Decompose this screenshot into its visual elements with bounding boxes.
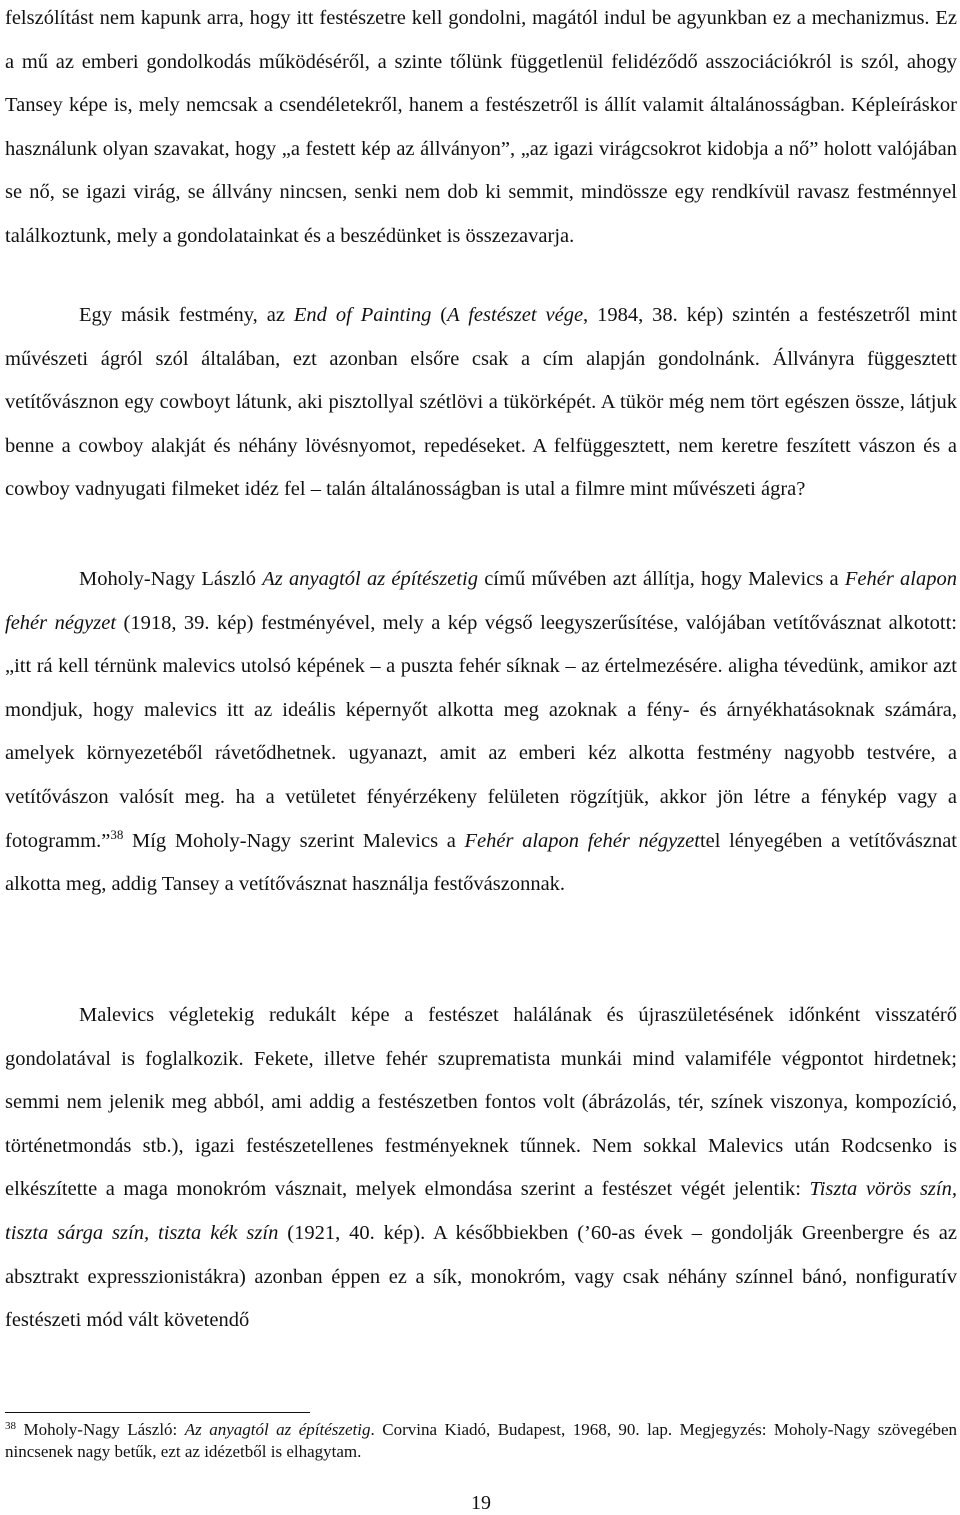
text-run: Malevics végletekig redukált képe a festészet halálának és újraszületésének időnként visszatérő gondolatával is foglalkozik. Fekete, illetve fehér szuprematista munkái mind valamiféle végpontot hirdetnek; semmi nem jelenik meg abból, ami addig a festészetben fontos volt (ábrázolás, tér, színek viszonya, kompozíció, történetmondás stb.), igazi festészetellenes festményeknek tűnnek. Nem sokkal Malevics után Rodcsenko is elkészítette a maga monokróm vásznait, melyek elmondása szerint a festészet végét jelentik: [5, 1004, 957, 1201]
footnote-reference: 38 [5, 1420, 16, 1432]
text-run: . Corvina Kiadó, Budapest, 1968, 90. lap. Megjegyzés: Moholy-Nagy szövegében nincsenek nagy betűk, ezt az idézetből is elhagytam. [5, 1420, 957, 1461]
text-run: Moholy-Nagy László: [16, 1420, 185, 1439]
italic-title: End of Painting [293, 304, 432, 326]
text-run: (1918, 39. kép) festményével, mely a kép végső leegyszerűsítése, valójában vetítővásznat alkotott: „itt rá kell térnünk malevics utolsó képének – a puszta fehér síknak – az értelmezésére. aligha tévedünk, amikor azt mondjuk, hogy malevics itt az ideális képernyőt alkotta meg azoknak a fény- és árnyékhatásoknak számára, amelyek környezetéből rávetődhetnek. ugyanazt, amit az emberi kéz alkotta festmény nagyobb testvére, a vetítővászon valósít meg. ha a vetületet fényérzékeny felületen rögzítjük, akkor jön létre a fénykép vagy a fotogramm.” [5, 611, 957, 852]
paragraph-1 [5, 0, 957, 259]
italic-title: Az anyagtól az építészetig [262, 568, 478, 590]
italic-title: A festészet vége [447, 304, 584, 326]
text-run: tel lényegében a vetítővásznat alkotta meg, addig Tansey a vetítővásznat használja festővászonnak. [5, 829, 957, 896]
italic-title: Tiszta vörös szín, tiszta sárga szín, tiszta kék szín [5, 1178, 957, 1244]
paragraph-2 [5, 294, 957, 512]
footnote-38 [5, 1419, 957, 1463]
italic-title: Az anyagtól az építészetig [184, 1420, 371, 1439]
footnote-separator [5, 1412, 310, 1413]
italic-title: Fehér alapon fehér négyzet [464, 829, 700, 852]
paragraph-4 [5, 994, 957, 1343]
footnote-reference: 38 [110, 826, 124, 842]
text-run: Míg Moholy-Nagy szerint Malevics a [123, 829, 465, 852]
text-run: Moholy-Nagy László [79, 568, 263, 590]
paragraph-3 [5, 558, 957, 907]
text-run: Egy másik festmény, az [79, 304, 294, 326]
italic-title: Fehér alapon fehér négyzet [5, 568, 957, 634]
text-run: felszólítást nem kapunk arra, hogy itt festészetre kell gondolni, magától indul be agyunkban ez a mechanizmus. Ez a mű az emberi gondolkodás működéséről, a szinte tőlünk függetlenül felidéződő asszociációkról is szól, ahogy Tansey képe is, mely nemcsak a csendéletekről, hanem a festészetről is állít valamit általánosságban. Képleíráskor használunk olyan szavakat, hogy „a festett kép az állványon”, „az igazi virágcsokrot kidobja a nő” holott valójában se nő, se igazi virág, se állvány nincsen, senki nem dob ki semmit, mindössze egy rendkívül ravasz festménnyel találkoztunk, mely a gondolatainkat és a beszédünket is összezavarja. [5, 7, 957, 247]
text-run: (1921, 40. kép). A későbbiekben (’60-as évek – gondolják Greenbergre és az absztrakt expresszionistákra) azonban éppen ez a sík, monokróm, vagy csak néhány színnel bánó, nonfiguratív festészeti mód vált követendő [5, 1221, 957, 1332]
page-number: 19 [471, 1492, 491, 1514]
text-run: ( [431, 304, 448, 326]
text-run: , 1984, 38. kép) szintén a festészetről mint művészeti ágról szól általában, ezt azonban elsőre csak a cím alapján gondolnánk. Állványra függesztett vetítővásznon egy cowboyt látunk, aki pisztollyal szétlövi a tükörképét. A tükör még nem tört egészen össze, látjuk benne a cowboy alakját és néhány lövésnyomot, repedéseket. A felfüggesztett, nem keretre feszített vászon és a cowboy vadnyugati filmeket idéz fel – talán általánosságban is utal a filmre mint művészeti ágra? [5, 304, 958, 501]
text-run: című művében azt állítja, hogy Malevics a [477, 568, 845, 590]
